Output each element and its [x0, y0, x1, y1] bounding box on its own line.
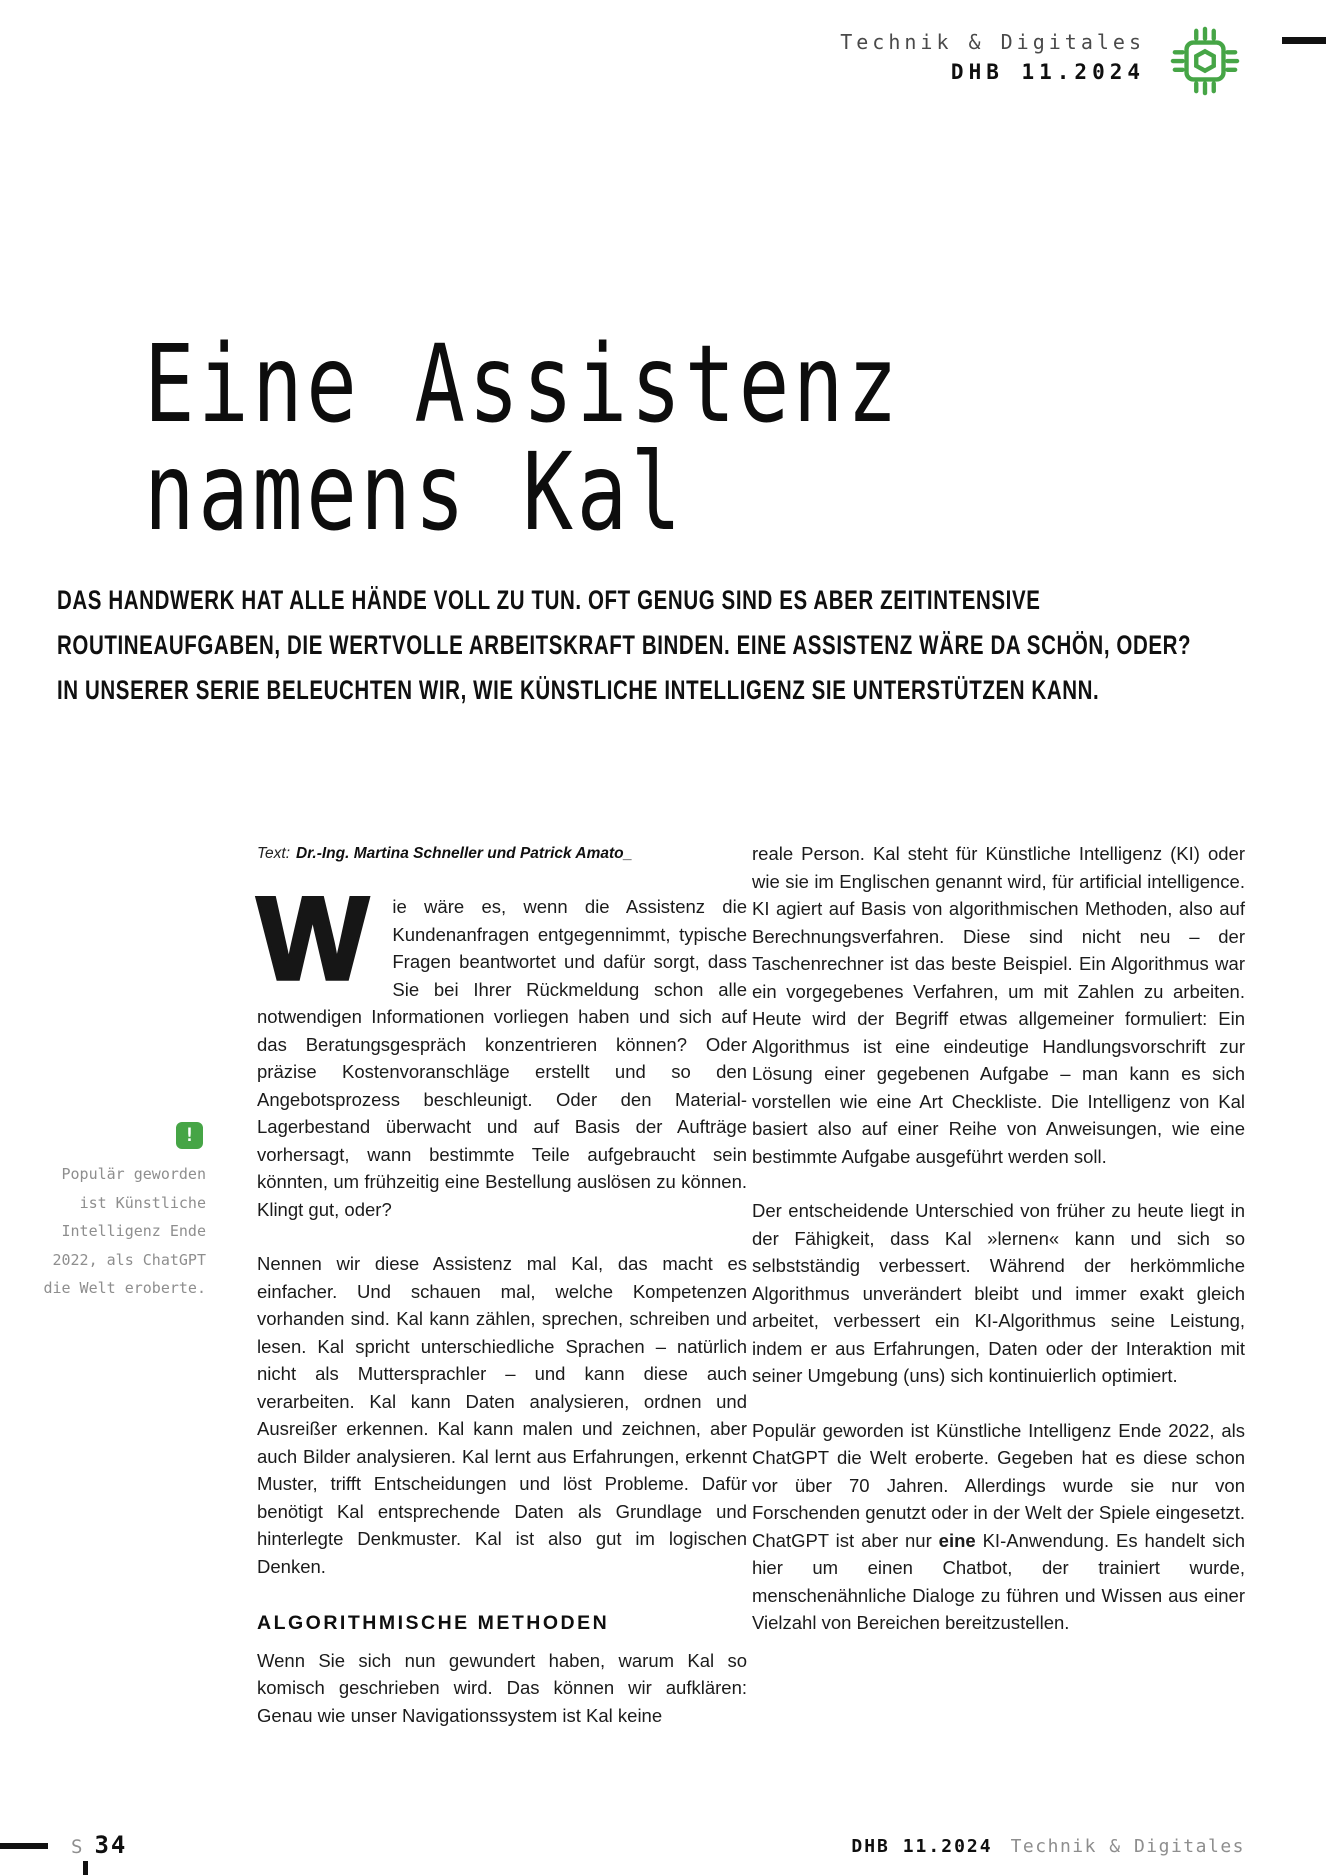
byline-authors: Dr.-Ing. Martina Schneller und Patrick Amato_ [296, 845, 633, 862]
footer-issue-label: DHB 11.2024 [851, 1836, 993, 1857]
paragraph [752, 1417, 1245, 1637]
footer-section-label: Technik & Digitales [1010, 1836, 1245, 1857]
footer-issue-section [851, 1836, 1245, 1857]
page-number-value: 34 [94, 1831, 128, 1859]
exclamation-icon: ! [176, 1122, 203, 1149]
article-column-1 [257, 873, 747, 1756]
title-line-2: namens Kal [144, 429, 685, 555]
paragraph: Nennen wir diese Assistenz mal Kal, das macht es einfacher. Und schauen mal, welche Kompetenzen vorhanden sind. Kal kann zählen, sprechen, schreiben und lesen. Kal spricht unterschiedliche Sprachen – natürlich nicht als Muttersprachler – und kann diese auch verarbeiten. Kal kann Daten analysieren, ordnen und Ausreißer erkennen. Kal kann malen und zeichnen, aber auch Bilder analysieren. Kal lernt aus Erfahrungen, erkennt Muster, trifft Entscheidungen und löst Probleme. Dafür benötigt Kal entsprechende Daten als Grundlage und hinterlegte Denkmuster. Kal ist also gut im logischen Denken. [257, 1253, 747, 1577]
paragraph: Der entscheidende Unterschied von früher zu heute liegt in der Fähigkeit, dass Kal »lernen« kann und sich so selbstständig verbessert. Während der herkömmliche Algorithmus unverändert bleibt und immer exakt gleich arbeitet, verbessert ein KI-Algorithmus seine Leistung, indem er aus Erfahrungen, Daten oder der Interaktion mit seiner Umgebung (uns) sich kontinuierlich optimiert. [752, 1200, 1245, 1386]
intro-line-1: DAS HANDWERK HAT ALLE HÄNDE VOLL ZU TUN. OFT GENUG SIND ES ABER ZEITINTENSIVE [57, 585, 1041, 616]
page-number [71, 1831, 127, 1859]
paragraph: Wenn Sie sich nun gewundert haben, warum Kal so komisch geschrieben wird. Das können wir aufklären: Genau wie unser Navigationssystem ist Kal keine [257, 1649, 747, 1726]
top-right-rule [1282, 37, 1326, 44]
chip-icon [1170, 26, 1240, 96]
page-number-prefix: S [71, 1836, 85, 1858]
intro-line-2: ROUTINEAUFGABEN, DIE WERTVOLLE ARBEITSKRAFT BINDEN. EINE ASSISTENZ WÄRE DA SCHÖN, ODER? [57, 630, 1192, 661]
byline-prefix: Text: [257, 845, 291, 862]
paragraph-text: Populär geworden ist Künstliche Intelligenz Ende 2022, als ChatGPT die Welt eroberte. Gegeben hat es diese schon vor über 70 Jahren. Allerdings wurde sie nur von Forschenden genutzt oder in der Welt der Spiele eingesetzt. ChatGPT ist aber nur [752, 1419, 1245, 1551]
title-line-1: Eine Assistenz [144, 321, 902, 447]
article-column-2 [752, 840, 1245, 1664]
paragraph-text: KI-Anwendung. Es handelt sich hier um einen Chatbot, der trainiert wurde, menschenähnliche Dialoge zu führen und Wissen aus einer Vielzahl von Bereichen bereitzustellen. [752, 1529, 1245, 1633]
footer-left-rule [0, 1843, 48, 1849]
page-title [144, 321, 902, 555]
dropcap: W [257, 873, 367, 1005]
bottom-crop-mark [83, 1861, 88, 1875]
paragraph: reale Person. Kal steht für Künstliche Intelligenz (KI) oder wie sie im Englischen genannt wird, für artificial intelligence. KI agiert auf Basis von algorithmischen Methoden, also auf Berechnungsverfahren. Diese sind nicht neu – der Taschenrechner ist das beste Beispiel. Ein Algorithmus war ein vorgegebenes Verfahren, um mit Zahlen zu arbeiten. Heute wird der Begriff etwas allgemeiner formuliert: Ein Algorithmus ist eine eindeutige Handlungsvorschrift zur Lösung einer gegebenen Aufgabe – man kann es sich vorstellen wie eine Art Checkliste. Die Intelligenz von Kal basiert also auf einer Reihe von Anweisungen, wie eine bestimmte Aufgabe ausgeführt werden soll. [752, 843, 1245, 1167]
paragraph [257, 873, 747, 1223]
intro-line-3: IN UNSERER SERIE BELEUCHTEN WIR, WIE KÜNSTLICHE INTELLIGENZ SIE UNTERSTÜTZEN KANN. [57, 675, 1100, 706]
header-issue-label: DHB 11.2024 [950, 60, 1145, 84]
page-header [840, 30, 1145, 84]
section-heading: ALGORITHMISCHE METHODEN [257, 1612, 610, 1634]
emphasized-word: eine [938, 1529, 976, 1551]
header-section-label: Technik & Digitales [840, 30, 1145, 54]
intro-standfirst [57, 578, 1317, 713]
byline [257, 845, 632, 863]
margin-note: Populär geworden ist Künstliche Intelligenz Ende 2022, als ChatGPT die Welt eroberte. [43, 1165, 206, 1297]
paragraph-text: ie wäre es, wenn die Assistenz die Kundenanfragen entgegennimmt, typische Fragen beantwortet und dafür sorgt, dass Sie bei Ihrer Rückmeldung schon alle notwendigen Informationen vorliegen haben und sich auf das Beratungsgespräch konzentrieren können? Oder präzise Kostenvoranschläge erstellt und so den Angebotsprozess beschleunigt. Oder den Material-Lagerbestand überwacht und auf Basis der Aufträge vorhersagt, wann bestimmte Teile aufgebraucht sein könnten, um frühzeitig eine Bestellung auslösen zu können. Klingt gut, oder? [257, 896, 747, 1220]
